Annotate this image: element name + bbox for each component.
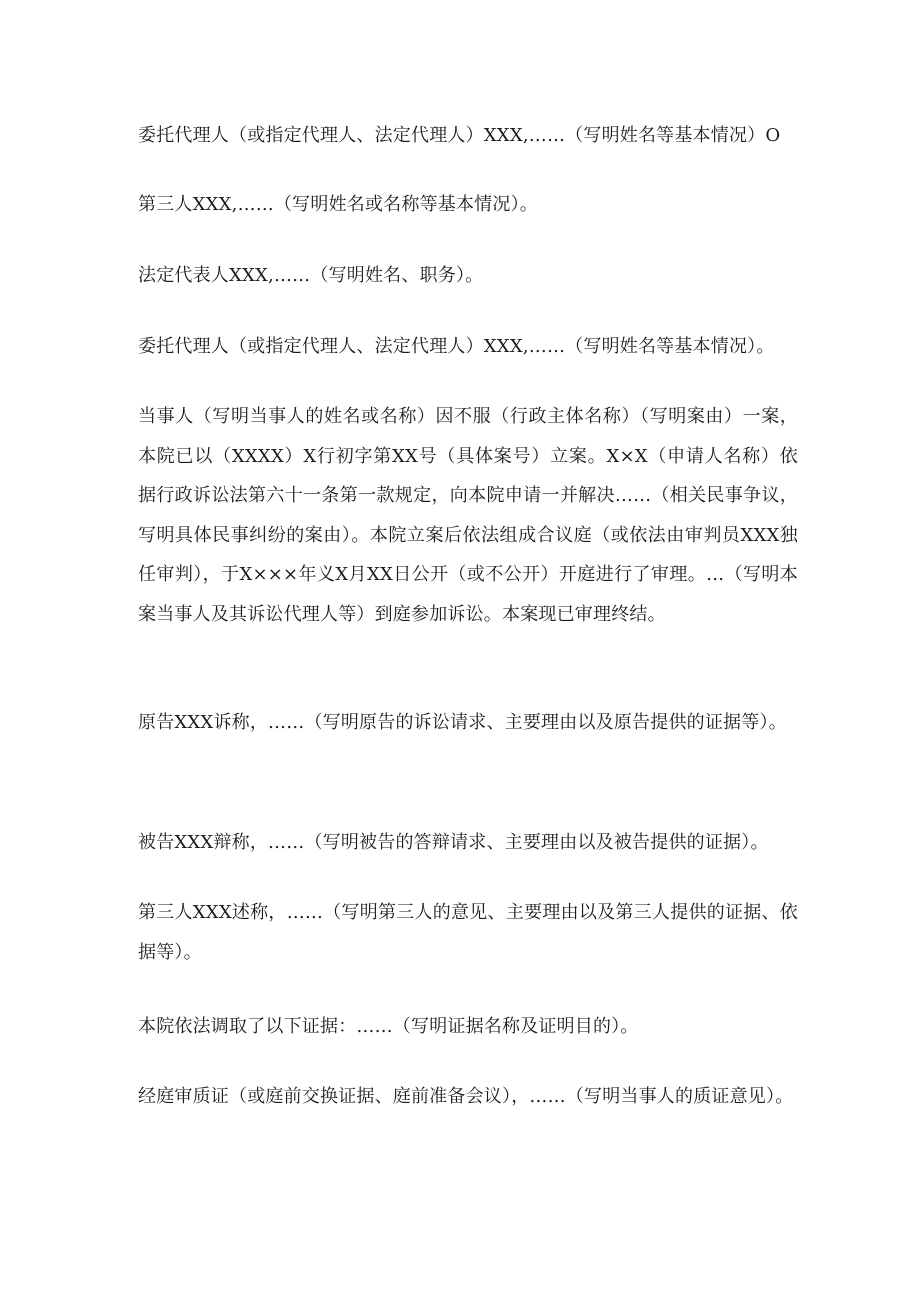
paragraph-legal-rep: 法定代表人XXX,……（写明姓名、职务）。: [138, 265, 484, 286]
paragraph-third-party: 第三人XXX,……（写明姓名或名称等基本情况）。: [138, 194, 538, 215]
paragraph-plaintiff: 原告XXX诉称，……（写明原告的诉讼请求、主要理由以及原告提供的证据等）。: [138, 712, 787, 733]
paragraph-agent-1: 委托代理人（或指定代理人、法定代理人）XXX,……（写明姓名等基本情况）O: [138, 125, 781, 146]
paragraph-third-party-statement: 第三人XXX述称，……（写明第三人的意见、主要理由以及第三人提供的证据、依据等）。: [138, 902, 798, 963]
paragraph-agent-2: 委托代理人（或指定代理人、法定代理人）XXX,……（写明姓名等基本情况）。: [138, 336, 775, 357]
paragraph-case-summary: 当事人（写明当事人的姓名或名称）因不服（行政主体名称）（写明案由）一案，本院已以（XXXX）X行初字第XX号（具体案号）立案。X×X（申请人名称）依据行政诉讼法第六十一条第一款规定，向本院申请一并解决……（相关民事争议，写明具体民事纠纷的案由）。本院立案后依法组成合议庭（或依法由审判员XXX独任审判），于X×××年义X月XX日公开（或不公开）开庭进行了审理。…（写明本案当事人及其诉讼代理人等）到庭参加诉讼。本案现已审理终结。: [138, 406, 798, 625]
paragraph-evidence: 本院依法调取了以下证据：……（写明证据名称及证明目的）。: [138, 1016, 639, 1037]
paragraph-cross-examination: 经庭审质证（或庭前交换证据、庭前准备会议），……（写明当事人的质证意见）。: [138, 1086, 794, 1107]
paragraph-defendant: 被告XXX辩称，……（写明被告的答辩请求、主要理由以及被告提供的证据）。: [138, 832, 769, 853]
